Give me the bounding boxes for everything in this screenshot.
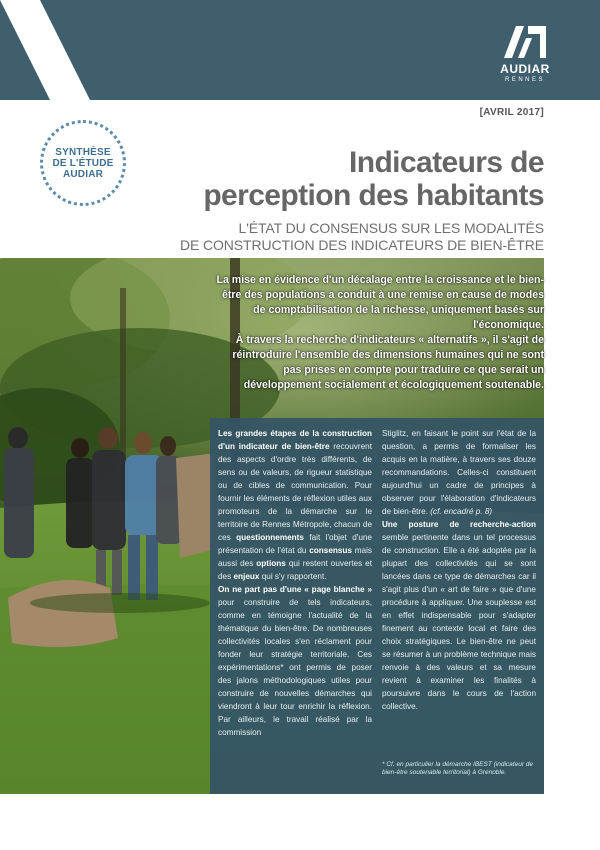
document-title (203, 146, 544, 212)
intro-text (214, 273, 544, 393)
left-text-1: recouvrent des aspects d'ordre très différents, de sens ou de valeurs, de rigueur statistique ou de cibles de communication. Pour fournir les éléments de réflexion utiles aux promoteurs de la démarche sur le territoire de Rennes Métropole, chacun de ces (218, 442, 372, 542)
title-line-1: Indicateurs de (349, 146, 544, 179)
intro-paragraph-2: À travers la recherche d'indicateurs « alternatifs », il s'agit de réintroduire l'ensemble des dimensions humaines qui ne sont pas prises en compte pour traduire ce que serait un développement socialement et écologiquement soutenable. (232, 334, 544, 391)
right-paragraph-2 (382, 518, 536, 713)
subtitle-line-1: L'ÉTAT DU CONSENSUS SUR LES MODALITÉS (238, 220, 544, 236)
body-column-left (218, 427, 372, 739)
left-paragraph-1 (218, 427, 372, 583)
subtitle-line-2: DE CONSTRUCTION DES INDICATEURS DE BIEN-ÊTRE (179, 237, 544, 253)
audiar-logo-icon (502, 24, 548, 60)
left-text-5: qui s'y rapportent. (259, 572, 327, 581)
left-text-2: fait l'objet d'une présentation de l'état du (218, 533, 372, 555)
right-paragraph-1 (382, 427, 536, 518)
audiar-logo (496, 24, 554, 83)
left-text-4: qui restent ouvertes et des (218, 559, 372, 581)
document-subtitle (180, 220, 544, 254)
publication-date: [AVRIL 2017] (479, 107, 544, 118)
right-p2-text: semble pertinente dans un tel processus de construction. Elle a été adoptée par la plupart des collectivités qui se sont lancées dans ce type de démarches car il s'agit plus d'un « art de faire » que d'une procédure à appliquer. Une souplesse est en effet indispensable pour s'adapter finement au contexte local et faire des choix stratégiques. Le bien-être ne peut se résumer à un problème technique mais renvoie à des valeurs et sa mesure revient à examiner les finalités à poursuivre dans le cours de l'action collective. (382, 533, 536, 711)
logo-city: RENNES (504, 77, 545, 83)
large-a-graphic (0, 0, 90, 100)
intro-paragraph-1: La mise en évidence d'un décalage entre la croissance et le bien-être des populations a conduit à une remise en cause de modes de comptabilisation de la richesse, uniquement basés sur l'économique. (216, 274, 544, 331)
stamp-line-2: DE L'ÉTUDE (52, 157, 114, 169)
right-p2-bold: Une posture de recherche-action (382, 520, 536, 529)
left-p2-bold: On ne part pas d'une « page blanche » (218, 585, 372, 594)
left-bold-consensus: consensus (309, 546, 352, 555)
left-bold-questionnements: questionnements (236, 533, 304, 542)
header-band (0, 0, 600, 100)
left-bold-options: options (256, 559, 286, 568)
left-bold-enjeux: enjeux (233, 572, 260, 581)
left-p2-text: pour construire de tels indicateurs, comme en témoigne l'actualité de la thématique du bien-être. De nombreuses collectivités locales s'en réclament pour fonder leur stratégie territoriale. Ces expérimentations* ont permis de poser des jalons méthodologiques utiles pour construire de nouvelles démarches qui viendront à leur tour enrichir la réflexion. Par ailleurs, le travail réalisé par la commission (218, 598, 372, 737)
right-text-1: Stiglitz, en faisant le point sur l'état de la question, a permis de formaliser les acquis en la matière, à travers ses douze recommandations. Celles-ci constituent aujourd'hui un cadre de principes à observer pour l'élaboration d'indicateurs de bien-être. (382, 429, 536, 516)
stamp-line-3: AUDIAR (62, 168, 104, 180)
title-line-2: perception des habitants (203, 179, 544, 212)
stamp-line-1: SYNTHÈSE (55, 146, 111, 158)
footnote: * Cf. en particulier la démarche IBEST (indicateur de bien-être soutenable territorial) à Grenoble. (382, 761, 534, 776)
body-column-right (382, 427, 536, 713)
synthesis-stamp (40, 120, 126, 206)
logo-name: AUDIAR (500, 62, 550, 76)
right-reference: (cf. encadré p. 8) (427, 507, 493, 516)
left-lead-bold: Les grandes étapes de la construction d'un indicateur de bien-être (218, 429, 372, 451)
left-paragraph-2 (218, 583, 372, 739)
body-text-panel (210, 418, 544, 794)
left-text-3: mais aussi des (218, 546, 372, 568)
